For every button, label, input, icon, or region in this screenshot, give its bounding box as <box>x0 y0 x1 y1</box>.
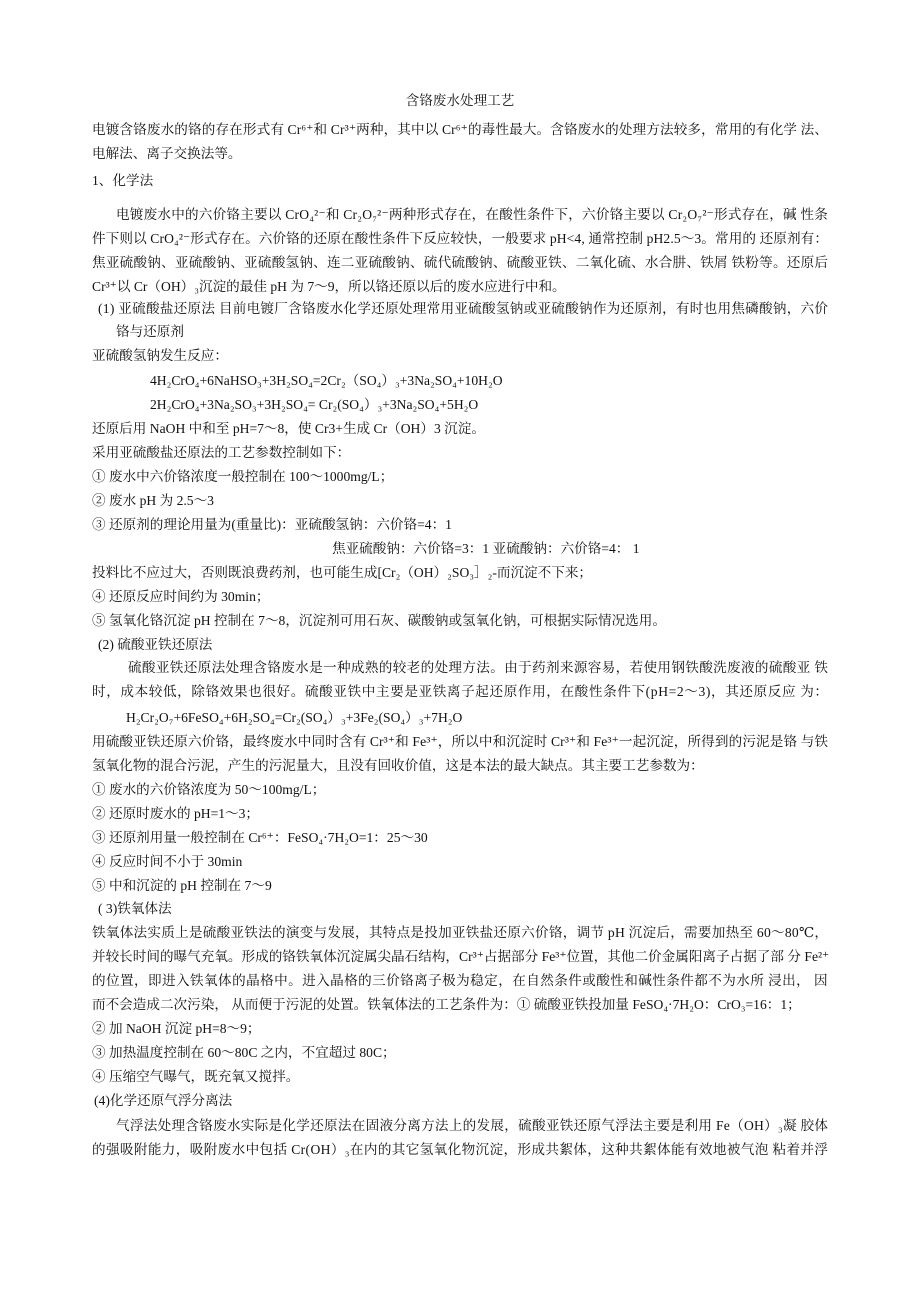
text-line: 焦亚硫酸钠：六价铬=3：1 亚硫酸钠：六价铬=4： 1 <box>332 541 640 556</box>
document-title: 含铬废水处理工艺 <box>405 93 515 108</box>
text-line: ② 还原时废水的 pH=1～3； <box>92 806 260 821</box>
text-line: Cr³⁺以 Cr（OH）₃沉淀的最佳 pH 为 7～9，所以铬还原以后的废水应进行中和。 <box>92 279 566 294</box>
text-line: ③ 还原剂的理论用量为(重量比)：亚硫酸氢钠：六价铬=4：1 <box>92 517 452 532</box>
text-line: 用硫酸亚铁还原六价铬，最终废水中同时含有 Cr³⁺和 Fe³⁺，所以中和沉淀时 Cr³⁺和 Fe³⁺一起沉淀，所得到的污泥是铬 与铁 <box>92 734 829 749</box>
text-line: 焦亚硫酸钠、亚硫酸钠、亚硫酸氢钠、连二亚硫酸钠、硫代硫酸钠、硫酸亚铁、二氧化硫、水合肼、铁屑 铁粉等。还原后 <box>92 255 829 270</box>
text-line: ⑤ 中和沉淀的 pH 控制在 7～9 <box>92 878 272 893</box>
text-line: 采用亚硫酸盐还原法的工艺参数控制如下： <box>92 445 351 460</box>
text-line: 的强吸附能力，吸附废水中包括 Cr(OH）₃在内的其它氢氧化物沉淀，形成共絮体，这种共絮体能有效地被气泡 粘着并浮 <box>92 1142 829 1157</box>
text-line: ④ 反应时间不小于 30min <box>92 854 243 869</box>
text-line: ④ 压缩空气曝气，既充氧又搅拌。 <box>92 1069 300 1084</box>
text-line: ② 加 NaOH 沉淀 pH=8～9； <box>92 1021 261 1036</box>
text-line: 1、化学法 <box>92 173 154 188</box>
text-line: H₂Cr₂O₇+6FeSO₄+6H₂SO₄=Cr₂(SO₄）₃+3Fe₂(SO₄）₃+7H₂O <box>126 710 463 725</box>
text-line: 氢氧化物的混合污泥，产生的污泥量大，且没有回收价值，这是本法的最大缺点。其主要工艺参数为： <box>92 758 704 773</box>
text-line: 硫酸亚铁还原法处理含铬废水是一种成熟的较老的处理方法。由于药剂来源容易，若使用钢铁酸洗废液的硫酸亚 铁 <box>128 660 829 675</box>
text-line: 铬与还原剂 <box>116 324 184 339</box>
text-line: ② 废水 pH 为 2.5～3 <box>92 493 214 508</box>
text-line: (2) 硫酸亚铁还原法 <box>98 637 213 652</box>
text-line: 电镀含铬废水的铬的存在形式有 Cr⁶⁺和 Cr³⁺两种，其中以 Cr⁶⁺的毒性最大。含铬废水的处理方法较多，常用的有化学 法、 <box>92 122 829 137</box>
text-line: (1) 亚硫酸盐还原法 目前电镀厂含铬废水化学还原处理常用亚硫酸氢钠或亚硫酸钠作为还原剂，有时也用焦磷酸钠，六价 <box>98 301 829 316</box>
text-line: ① 废水的六价铬浓度为 50～100mg/L； <box>92 782 326 797</box>
text-line: 还原后用 NaOH 中和至 pH=7～8，使 Cr3+生成 Cr（OH）3 沉淀。 <box>92 421 485 436</box>
text-line: 而不会造成二次污染， 从而便于污泥的处置。铁氧体法的工艺条件为：① 硫酸亚铁投加量 FeSO₄·7H₂O：CrO₃=16：1； <box>92 997 801 1012</box>
text-line: 2H₂CrO₄+3Na₂SO₃+3H₂SO₄= Cr₂(SO₄）₃+3Na₂SO₄+5H₂O <box>150 397 479 412</box>
text-line: 亚硫酸氢钠发生反应： <box>92 348 228 363</box>
text-line: 并较长时间的曝气充氧。形成的铬铁氧体沉淀属尖晶石结构，Cr³⁺占据部分 Fe³⁺位置，其他二价金属阳离子占据了部 分 Fe²⁺ <box>92 949 830 964</box>
text-line: (4)化学还原气浮分离法 <box>94 1093 233 1108</box>
text-line: 时，成本较低，除铬效果也很好。硫酸亚铁中主要是亚铁离子起还原作用，在酸性条件下(pH=2～3)，其还原反应 为： <box>92 684 829 699</box>
text-line: ① 废水中六价铬浓度一般控制在 100～1000mg/L； <box>92 469 394 484</box>
text-line: ③ 还原剂用量一般控制在 Cr⁶⁺：FeSO₄·7H₂O=1：25～30 <box>92 830 428 845</box>
text-line: 投料比不应过大，否则既浪费药剂，也可能生成[Cr₂（OH）₂SO₃］₂-而沉淀不下来； <box>92 565 593 580</box>
text-line: ( 3)铁氧体法 <box>98 901 172 916</box>
text-line: 电解法、离子交换法等。 <box>92 146 242 161</box>
text-line: 的位置，即进入铁氧体的晶格中。进入晶格的三价铬离子极为稳定，在自然条件或酸性和碱性条件都不为水所 浸出， 因 <box>92 973 828 988</box>
text-line: 电镀废水中的六价铬主要以 CrO₄²⁻和 Cr₂O₇²⁻两种形式存在，在酸性条件下，六价铬主要以 Cr₂O₇²⁻形式存在，碱 性条 <box>116 207 829 222</box>
text-line: 件下则以 CrO₄²⁻形式存在。六价铬的还原在酸性条件下反应较快，一般要求 pH<4, 通常控制 pH2.5～3。常用的 还原剂有： <box>92 231 829 246</box>
text-line: ⑤ 氢氧化铬沉淀 pH 控制在 7～8，沉淀剂可用石灰、碳酸钠或氢氧化钠，可根据实际情况选用。 <box>92 613 666 628</box>
text-line: 铁氧体法实质上是硫酸亚铁法的演变与发展，其特点是投加亚铁盐还原六价铬，调节 pH 沉淀后，需要加热至 60～80℃， <box>92 925 829 940</box>
text-line: ③ 加热温度控制在 60～80C 之内，不宜超过 80C； <box>92 1045 396 1060</box>
text-line: 气浮法处理含铬废水实际是化学还原法在固液分离方法上的发展，硫酸亚铁还原气浮法主要是利用 Fe（OH）₃凝 胶体 <box>116 1118 829 1133</box>
text-line: 4H₂CrO₄+6NaHSO₃+3H₂SO₄=2Cr₂（SO₄）₃+3Na₂SO₄+10H₂O <box>150 373 503 388</box>
text-line: ④ 还原反应时间约为 30min； <box>92 589 270 604</box>
